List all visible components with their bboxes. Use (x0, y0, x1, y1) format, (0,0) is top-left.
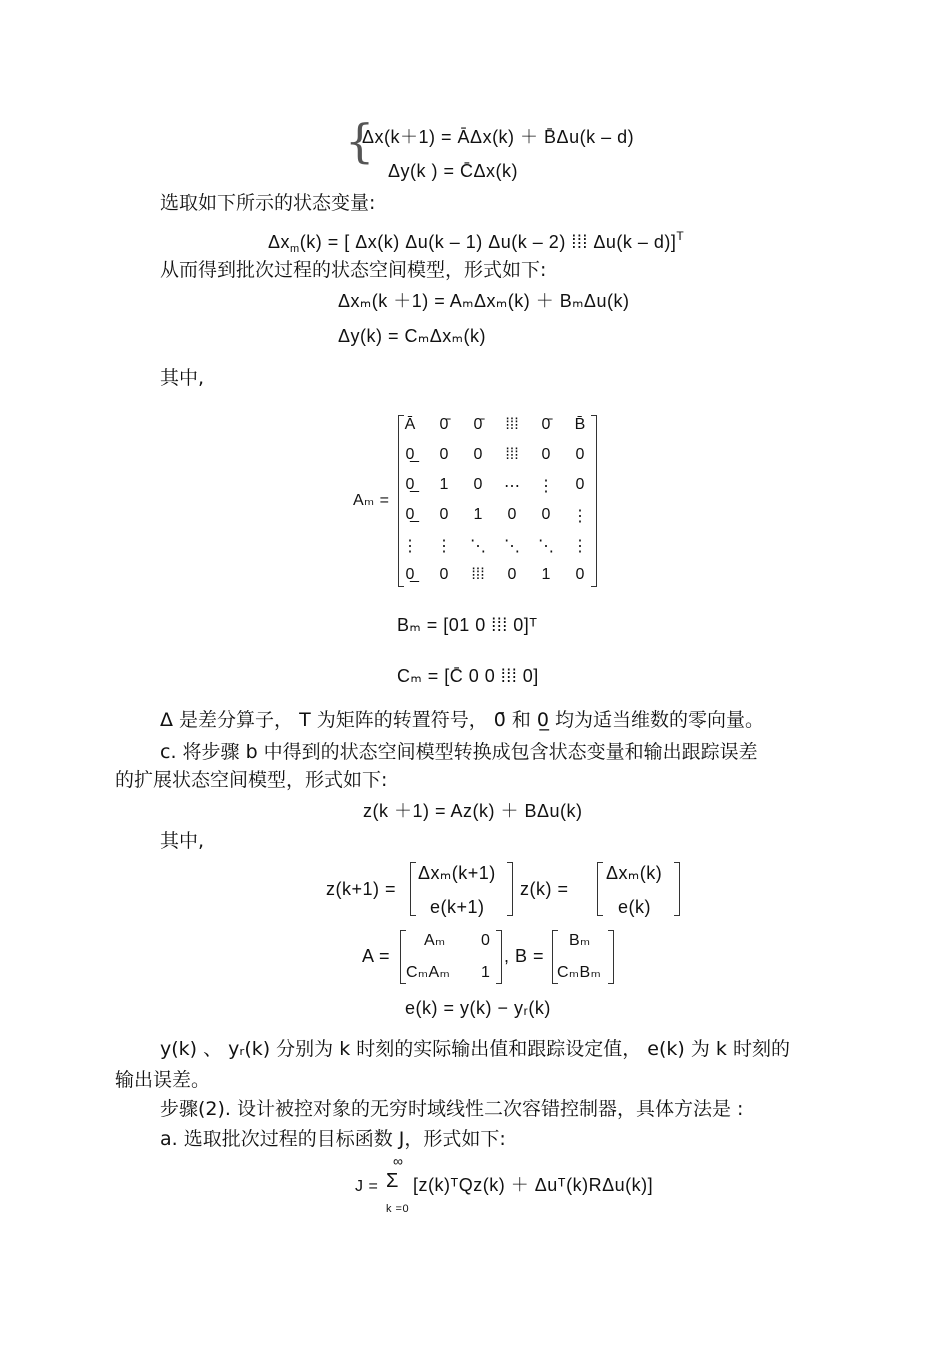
matrix-am-cell-r1c0: 0̲ (405, 446, 415, 463)
eq-error: e(k) = y(k) − yᵣ(k) (405, 998, 551, 1018)
matrix-am-cell-r3c0: 0̲ (405, 506, 415, 523)
matrix-am-cell-r4c0: ⋮ (402, 538, 418, 555)
eq-a-lhs: A = (362, 946, 391, 966)
a-22: 1 (481, 964, 491, 981)
matrix-am-cell-r5c3: 0 (507, 566, 517, 583)
z-k-left-bracket (597, 862, 603, 916)
matrix-am-label: Aₘ = (353, 492, 390, 509)
z-k-top: Δxₘ(k) (606, 863, 663, 883)
a-21: CₘAₘ (406, 964, 451, 981)
matrix-am-cell-r0c2: 0̄ (473, 416, 483, 433)
matrix-am-cell-r4c3: ⋱ (504, 538, 520, 555)
matrix-am-cell-r2c3: ⋯ (504, 478, 520, 495)
eq-j-body: [z(k)ᵀQz(k) ＋ Δuᵀ(k)RΔu(k)] (413, 1175, 654, 1195)
eq-j-sigma: Σ (386, 1170, 399, 1192)
matrix-am-cell-r5c4: 1 (541, 566, 551, 583)
eq-j-sub: k =0 (386, 1203, 410, 1215)
matrix-am-cell-r3c4: 0 (541, 506, 551, 523)
paragraph-where-1: 其中, (160, 367, 205, 389)
matrix-am-cell-r0c3: ⁞⁞⁞ (505, 416, 519, 433)
eq-b-lhs: , B = (504, 946, 545, 966)
left-brace: { (345, 114, 375, 168)
eq-model-line2: Δy(k) = CₘΔxₘ(k) (338, 326, 486, 346)
eq-j-lhs: J = (355, 1178, 379, 1195)
matrix-am-cell-r5c1: 0 (439, 566, 449, 583)
eq-state-variable: $\Delta x_m(k)$ = [ Δx(k) Δu(k – 1) Δu(k – 2) ⁞⁞⁞ Δu(k – d)]$^T$ (268, 229, 685, 255)
eq-z-k-lhs: z(k) = (520, 879, 569, 899)
b-right-bracket (608, 930, 614, 984)
z-k1-top: Δxₘ(k+1) (418, 863, 496, 883)
matrix-am-cell-r3c1: 0 (439, 506, 449, 523)
a-12: 0 (481, 932, 491, 949)
paragraph-state-space-intro: 从而得到批次过程的状态空间模型，形式如下: (160, 259, 547, 281)
b-1: Bₘ (569, 932, 591, 949)
matrix-am-cell-r0c5: B̄ (574, 416, 586, 433)
matrix-am-cell-r4c1: ⋮ (436, 538, 452, 555)
matrix-am-cell-r4c4: ⋱ (538, 538, 554, 555)
matrix-am-cell-r5c2: ⁞⁞⁞ (471, 566, 485, 583)
matrix-am-cell-r2c4: ⋮ (538, 478, 554, 495)
z-k-right-bracket (674, 862, 680, 916)
matrix-am-right-bracket (591, 415, 597, 587)
matrix-am-cell-r3c3: 0 (507, 506, 517, 523)
paragraph-step-2: 步骤(2). 设计被控对象的无穷时域线性二次容错控制器，具体方法是 : (160, 1098, 744, 1120)
z-k1-right-bracket (507, 862, 513, 916)
matrix-am-cell-r3c2: 1 (473, 506, 483, 523)
matrix-am-cell-r1c5: 0 (575, 446, 585, 463)
matrix-am-cell-r1c4: 0 (541, 446, 551, 463)
matrix-am-cell-r5c5: 0 (575, 566, 585, 583)
eq-system-line2: Δy(k ) = C̄Δx(k) (388, 161, 519, 181)
paragraph-delta-definition: Δ 是差分算子， T 为矩阵的转置符号， 0̄ 和 0̲ 均为适当维数的零向量。 (160, 709, 765, 731)
matrix-am-cell-r3c5: ⋮ (572, 508, 588, 525)
paragraph-step-c-line2: 的扩展状态空间模型，形式如下: (115, 769, 388, 791)
b-2: CₘBₘ (557, 964, 602, 981)
z-k1-bottom: e(k+1) (430, 897, 485, 917)
a-right-bracket (496, 930, 502, 984)
matrix-am-cell-r1c3: ⁞⁞⁞ (505, 446, 519, 463)
z-k1-left-bracket (410, 862, 416, 916)
paragraph-objective-intro: a. 选取批次过程的目标函数 J，形式如下: (160, 1128, 506, 1150)
paragraph-output-def-line1: y(k) 、 yᵣ(k) 分别为 k 时刻的实际输出值和跟踪设定值， e(k) 为 k 时刻的 (160, 1038, 790, 1060)
matrix-am-cell-r5c0: 0̲ (405, 566, 415, 583)
a-11: Aₘ (424, 932, 446, 949)
eq-z-k1-lhs: z(k+1) = (326, 879, 397, 899)
matrix-am-cell-r0c4: 0̄ (541, 416, 551, 433)
matrix-am-cell-r0c1: 0̄ (439, 416, 449, 433)
matrix-am-left-bracket (398, 415, 404, 587)
matrix-am-cell-r2c2: 0 (473, 476, 483, 493)
eq-bm: Bₘ = [01 0 ⁞⁞⁞ 0]ᵀ (397, 615, 538, 635)
eq-system-line1: Δx(k＋1) = ĀΔx(k) ＋ B̄Δu(k – d) (362, 127, 635, 147)
matrix-am-cell-r0c0: Ā (404, 416, 416, 433)
matrix-am-cell-r2c5: 0 (575, 476, 585, 493)
paragraph-state-variable-intro: 选取如下所示的状态变量: (160, 192, 376, 214)
paragraph-where-2: 其中, (160, 830, 205, 852)
matrix-am-cell-r2c0: 0̲ (405, 476, 415, 493)
matrix-am-cell-r2c1: 1 (439, 476, 449, 493)
matrix-am-cell-r4c5: ⋮ (572, 538, 588, 555)
eq-j-sup-infinity: ∞ (393, 1153, 404, 1169)
z-k-bottom: e(k) (618, 897, 651, 917)
matrix-am-cell-r4c2: ⋱ (470, 538, 486, 555)
eq-extended-model: z(k ＋1) = Az(k) ＋ BΔu(k) (363, 801, 583, 821)
eq-cm: Cₘ = [C̄ 0 0 ⁞⁞⁞ 0] (397, 666, 539, 686)
matrix-am-cell-r1c1: 0 (439, 446, 449, 463)
paragraph-step-c-line1: c. 将步骤 b 中得到的状态空间模型转换成包含状态变量和输出跟踪误差 (160, 741, 758, 763)
paragraph-output-def-line2: 输出误差。 (115, 1069, 211, 1091)
matrix-am-cell-r1c2: 0 (473, 446, 483, 463)
eq-model-line1: Δxₘ(k ＋1) = AₘΔxₘ(k) ＋ BₘΔu(k) (338, 291, 630, 311)
